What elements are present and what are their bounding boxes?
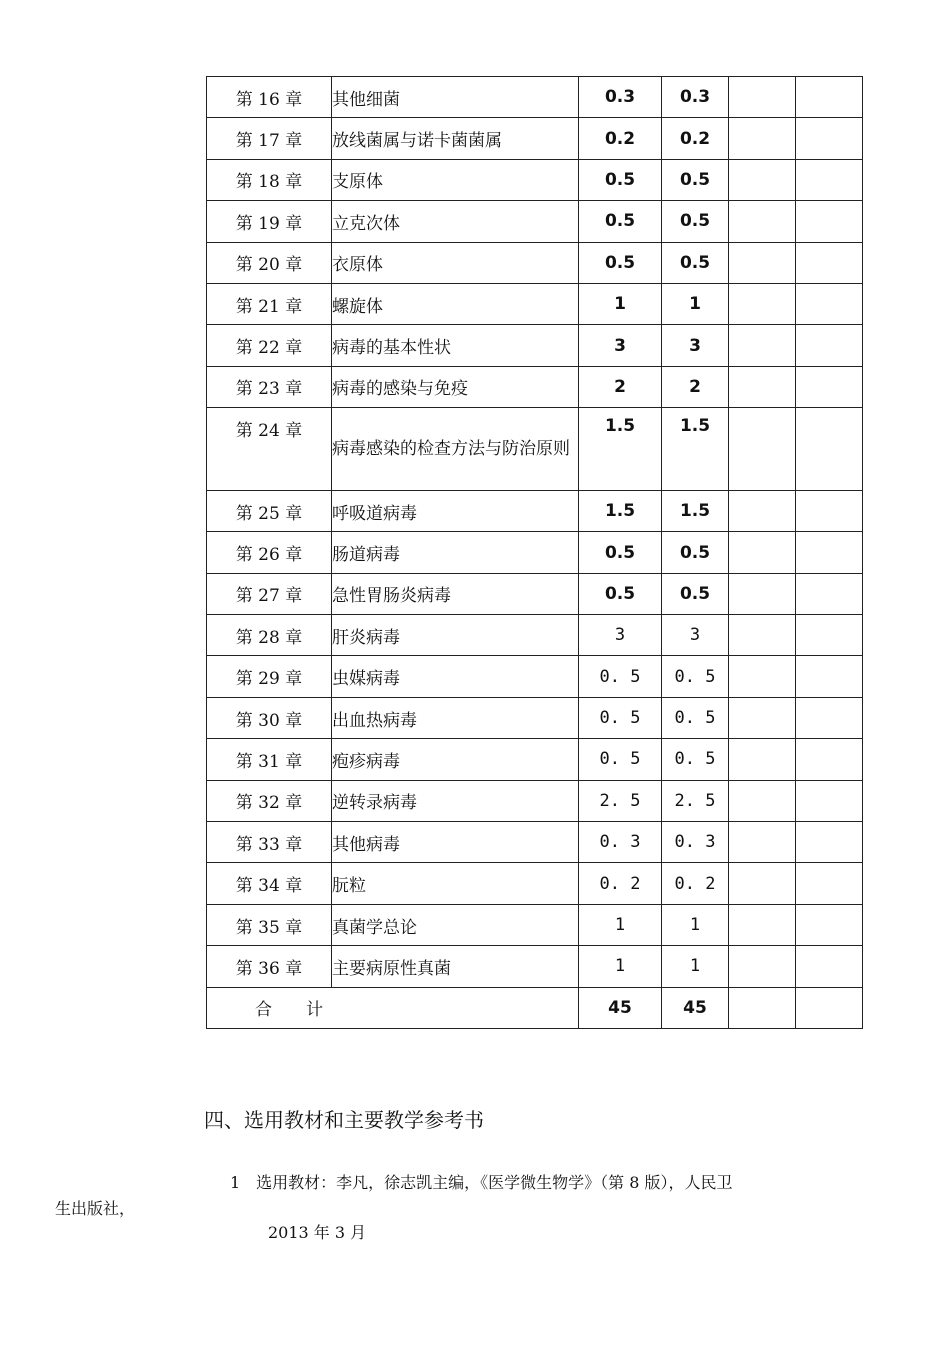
empty-cell bbox=[796, 159, 863, 200]
table-row bbox=[207, 615, 863, 656]
chapter-cell: 第 32 章 bbox=[207, 780, 332, 821]
empty-cell bbox=[796, 987, 863, 1028]
table-row bbox=[207, 242, 863, 283]
table-row bbox=[207, 201, 863, 242]
chapter-title-cell: 其他细菌 bbox=[332, 77, 579, 118]
section-heading: 四、选用教材和主要教学参考书 bbox=[204, 1108, 484, 1132]
lecture-hours-cell: 0. 5 bbox=[662, 697, 729, 738]
chapter-title-cell: 放线菌属与诺卡菌菌属 bbox=[332, 118, 579, 159]
total-hours-cell: 0.5 bbox=[579, 242, 662, 283]
total-hours-cell: 0.5 bbox=[579, 532, 662, 573]
chapter-cell: 第 21 章 bbox=[207, 283, 332, 324]
lecture-hours-cell: 0.5 bbox=[662, 159, 729, 200]
table-row bbox=[207, 77, 863, 118]
empty-cell bbox=[796, 822, 863, 863]
empty-cell bbox=[796, 532, 863, 573]
empty-cell bbox=[729, 490, 796, 531]
table-row bbox=[207, 573, 863, 614]
table-row bbox=[207, 159, 863, 200]
chapter-title-cell: 病毒的基本性状 bbox=[332, 325, 579, 366]
total-hours-cell: 0. 3 bbox=[579, 822, 662, 863]
chapter-cell: 第 18 章 bbox=[207, 159, 332, 200]
total-hours-cell: 0. 5 bbox=[579, 656, 662, 697]
chapter-cell: 第 25 章 bbox=[207, 490, 332, 531]
lecture-hours-cell: 0.5 bbox=[662, 242, 729, 283]
lecture-hours-cell: 1.5 bbox=[662, 490, 729, 531]
lecture-hours-cell: 0. 5 bbox=[662, 739, 729, 780]
textbook-reference-continuation: 生出版社， bbox=[55, 1199, 136, 1218]
empty-cell bbox=[729, 739, 796, 780]
table-row bbox=[207, 863, 863, 904]
empty-cell bbox=[796, 656, 863, 697]
chapter-title-cell: 肝炎病毒 bbox=[332, 615, 579, 656]
empty-cell bbox=[729, 780, 796, 821]
chapter-title-cell: 主要病原性真菌 bbox=[332, 946, 579, 987]
empty-cell bbox=[729, 159, 796, 200]
empty-cell bbox=[796, 366, 863, 407]
chapter-title-cell: 疱疹病毒 bbox=[332, 739, 579, 780]
chapter-title-cell: 其他病毒 bbox=[332, 822, 579, 863]
total-hours-cell: 2. 5 bbox=[579, 780, 662, 821]
chapter-title-cell: 螺旋体 bbox=[332, 283, 579, 324]
empty-cell bbox=[796, 946, 863, 987]
chapter-cell: 第 28 章 bbox=[207, 615, 332, 656]
lecture-hours-cell: 1 bbox=[662, 946, 729, 987]
chapter-cell: 第 29 章 bbox=[207, 656, 332, 697]
empty-cell bbox=[729, 366, 796, 407]
empty-cell bbox=[729, 946, 796, 987]
empty-cell bbox=[796, 904, 863, 945]
chapter-cell: 第 30 章 bbox=[207, 697, 332, 738]
textbook-publication-date: 2013 年 3 月 bbox=[268, 1223, 367, 1242]
chapter-cell: 第 27 章 bbox=[207, 573, 332, 614]
empty-cell bbox=[729, 118, 796, 159]
total-hours-cell: 1.5 bbox=[579, 408, 662, 491]
table-row bbox=[207, 366, 863, 407]
total-hours-cell: 0.3 bbox=[579, 77, 662, 118]
chapter-cell: 第 34 章 bbox=[207, 863, 332, 904]
empty-cell bbox=[729, 242, 796, 283]
table-row bbox=[207, 118, 863, 159]
textbook-reference-line: 1 选用教材：李凡，徐志凯主编，《医学微生物学》（第 8 版），人民卫 bbox=[230, 1173, 733, 1192]
total-hours-cell: 0. 2 bbox=[579, 863, 662, 904]
lecture-hours-cell: 0. 3 bbox=[662, 822, 729, 863]
total-hours-cell: 0.5 bbox=[579, 573, 662, 614]
chapter-title-cell: 支原体 bbox=[332, 159, 579, 200]
chapter-cell: 第 20 章 bbox=[207, 242, 332, 283]
empty-cell bbox=[796, 77, 863, 118]
chapter-title-cell: 朊粒 bbox=[332, 863, 579, 904]
total-hours-cell: 1 bbox=[579, 946, 662, 987]
lecture-hours-cell: 1.5 bbox=[662, 408, 729, 491]
lecture-hours-cell: 2. 5 bbox=[662, 780, 729, 821]
empty-cell bbox=[729, 532, 796, 573]
empty-cell bbox=[729, 697, 796, 738]
chapter-title-cell: 出血热病毒 bbox=[332, 697, 579, 738]
table-row bbox=[207, 532, 863, 573]
chapter-title-cell: 急性胃肠炎病毒 bbox=[332, 573, 579, 614]
empty-cell bbox=[729, 656, 796, 697]
total-hours-cell: 0. 5 bbox=[579, 739, 662, 780]
table-row bbox=[207, 656, 863, 697]
chapter-title-cell: 肠道病毒 bbox=[332, 532, 579, 573]
total-label: 合 计 bbox=[207, 987, 579, 1028]
empty-cell bbox=[729, 408, 796, 491]
empty-cell bbox=[796, 490, 863, 531]
table-row bbox=[207, 325, 863, 366]
table-row bbox=[207, 739, 863, 780]
empty-cell bbox=[796, 615, 863, 656]
empty-cell bbox=[796, 780, 863, 821]
chapter-cell: 第 33 章 bbox=[207, 822, 332, 863]
empty-cell bbox=[729, 573, 796, 614]
table-row bbox=[207, 822, 863, 863]
chapter-title-cell: 呼吸道病毒 bbox=[332, 490, 579, 531]
empty-cell bbox=[796, 242, 863, 283]
empty-cell bbox=[729, 904, 796, 945]
total-hours-cell: 1 bbox=[579, 283, 662, 324]
course-hours-table bbox=[206, 76, 863, 1029]
chapter-cell: 第 35 章 bbox=[207, 904, 332, 945]
table-row bbox=[207, 904, 863, 945]
total-hours-cell: 1 bbox=[579, 904, 662, 945]
total-hours-cell: 0.5 bbox=[579, 201, 662, 242]
lecture-hours-cell: 3 bbox=[662, 325, 729, 366]
total-hours-cell: 0. 5 bbox=[579, 697, 662, 738]
chapter-title-cell: 逆转录病毒 bbox=[332, 780, 579, 821]
table-row bbox=[207, 780, 863, 821]
empty-cell bbox=[729, 822, 796, 863]
empty-cell bbox=[796, 408, 863, 491]
total-hours-cell: 2 bbox=[579, 366, 662, 407]
lecture-hours-cell: 0.3 bbox=[662, 77, 729, 118]
chapter-cell: 第 19 章 bbox=[207, 201, 332, 242]
total-hours-cell: 3 bbox=[579, 325, 662, 366]
chapter-cell: 第 23 章 bbox=[207, 366, 332, 407]
lecture-hours-cell: 0.2 bbox=[662, 118, 729, 159]
lecture-hours-cell: 1 bbox=[662, 283, 729, 324]
lecture-hours-cell: 0.5 bbox=[662, 201, 729, 242]
chapter-title-cell: 虫媒病毒 bbox=[332, 656, 579, 697]
empty-cell bbox=[729, 201, 796, 242]
total-hours-cell: 3 bbox=[579, 615, 662, 656]
empty-cell bbox=[796, 863, 863, 904]
lecture-hours-cell: 0.5 bbox=[662, 573, 729, 614]
chapter-cell: 第 22 章 bbox=[207, 325, 332, 366]
lecture-hours-cell: 1 bbox=[662, 904, 729, 945]
lecture-hours-sum: 45 bbox=[662, 987, 729, 1028]
chapter-cell: 第 36 章 bbox=[207, 946, 332, 987]
chapter-cell: 第 17 章 bbox=[207, 118, 332, 159]
chapter-title-cell: 真菌学总论 bbox=[332, 904, 579, 945]
empty-cell bbox=[796, 573, 863, 614]
table-row bbox=[207, 946, 863, 987]
empty-cell bbox=[729, 283, 796, 324]
table-row bbox=[207, 490, 863, 531]
empty-cell bbox=[729, 77, 796, 118]
lecture-hours-cell: 3 bbox=[662, 615, 729, 656]
chapter-title-cell: 衣原体 bbox=[332, 242, 579, 283]
chapter-title-cell: 病毒的感染与免疫 bbox=[332, 366, 579, 407]
chapter-cell: 第 24 章 bbox=[207, 408, 332, 491]
empty-cell bbox=[796, 201, 863, 242]
lecture-hours-cell: 0. 5 bbox=[662, 656, 729, 697]
empty-cell bbox=[796, 283, 863, 324]
table-row bbox=[207, 408, 863, 491]
empty-cell bbox=[796, 739, 863, 780]
chapter-title-cell: 病毒感染的检查方法与防治原则 bbox=[332, 408, 579, 491]
table-row bbox=[207, 283, 863, 324]
empty-cell bbox=[796, 697, 863, 738]
lecture-hours-cell: 0. 2 bbox=[662, 863, 729, 904]
total-hours-cell: 0.2 bbox=[579, 118, 662, 159]
table-row bbox=[207, 697, 863, 738]
chapter-title-cell: 立克次体 bbox=[332, 201, 579, 242]
total-row bbox=[207, 987, 863, 1028]
table-body bbox=[207, 77, 863, 1029]
chapter-cell: 第 31 章 bbox=[207, 739, 332, 780]
empty-cell bbox=[796, 118, 863, 159]
empty-cell bbox=[729, 863, 796, 904]
total-hours-cell: 1.5 bbox=[579, 490, 662, 531]
total-hours-cell: 0.5 bbox=[579, 159, 662, 200]
lecture-hours-cell: 2 bbox=[662, 366, 729, 407]
empty-cell bbox=[729, 615, 796, 656]
chapter-cell: 第 26 章 bbox=[207, 532, 332, 573]
empty-cell bbox=[729, 325, 796, 366]
chapter-cell: 第 16 章 bbox=[207, 77, 332, 118]
lecture-hours-cell: 0.5 bbox=[662, 532, 729, 573]
total-hours-sum: 45 bbox=[579, 987, 662, 1028]
empty-cell bbox=[729, 987, 796, 1028]
empty-cell bbox=[796, 325, 863, 366]
